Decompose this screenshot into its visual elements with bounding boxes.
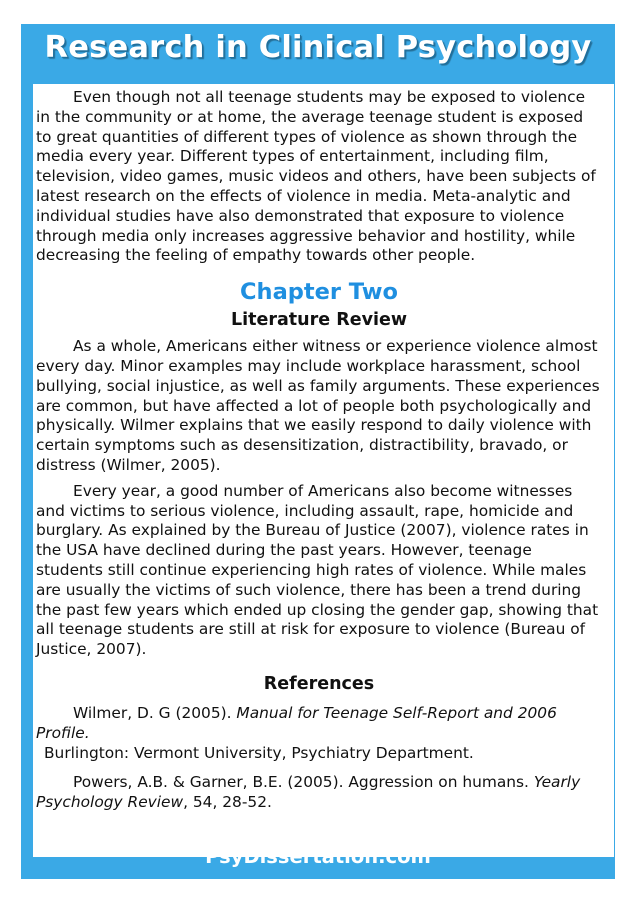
page-frame bbox=[21, 24, 615, 879]
reference-author: Wilmer, D. G (2005). bbox=[73, 703, 237, 722]
reference-journal: Yearly Psychology Review bbox=[36, 773, 581, 812]
reference-location: Burlington: Vermont University, Psychiatry Department. bbox=[44, 743, 474, 762]
chapter-title: Chapter Two bbox=[240, 279, 398, 306]
intro-paragraph: Even though not all teenage students may be exposed to violence in the community or at home, the average teenage student is exposed to great quantities of different types of violence as shown through the media every year. Different types of entertainment, including film, television, video games, music videos and others, have been subjects of latest research on the effects of violence in media. Meta-analytic and individual studies have also demonstrated that exposure to violence through media only increases aggressive behavior and hostility, while decreasing the feeling of empathy towards other people. bbox=[36, 88, 596, 265]
reference-entry bbox=[36, 773, 602, 813]
page-title: Research in Clinical Psychology bbox=[44, 30, 592, 65]
footer-site-link[interactable]: PsyDissertation.com bbox=[205, 845, 431, 868]
reference-entry bbox=[36, 704, 602, 744]
body-paragraph: As a whole, Americans either witness or experience violence almost every day. Minor examples may include workplace harassment, school bullying, social injustice, as well as family arguments. These experiences are common, but have affected a lot of people both psychologically and physically. Wilmer explains that we easily respond to daily violence with certain symptoms such as desensitization, distractibility, bravado, or distress (Wilmer, 2005). bbox=[36, 337, 600, 474]
reference-author: Powers, A.B. & Garner, B.E. (2005). Aggression on humans. bbox=[73, 773, 534, 792]
document-body bbox=[36, 88, 602, 813]
references-heading: References bbox=[263, 673, 375, 694]
body-paragraph: Every year, a good number of Americans also become witnesses and victims to serious violence, including assault, rape, homicide and burglary. As explained by the Bureau of Justice (2007), violence rates in the USA have declined during the past years. However, teenage students still continue experiencing high rates of violence. While males are usually the victims of such violence, there has been a trend during the past few years which ended up closing the gender gap, showing that all teenage students are still at risk for exposure to violence (Bureau of Justice, 2007). bbox=[36, 481, 599, 659]
reference-details: , 54, 28-52. bbox=[183, 793, 272, 812]
chapter-subtitle: Literature Review bbox=[230, 310, 408, 331]
reference-title: Manual for Teenage Self-Report and 2006 Profile. bbox=[36, 703, 557, 742]
content-panel bbox=[33, 84, 614, 857]
